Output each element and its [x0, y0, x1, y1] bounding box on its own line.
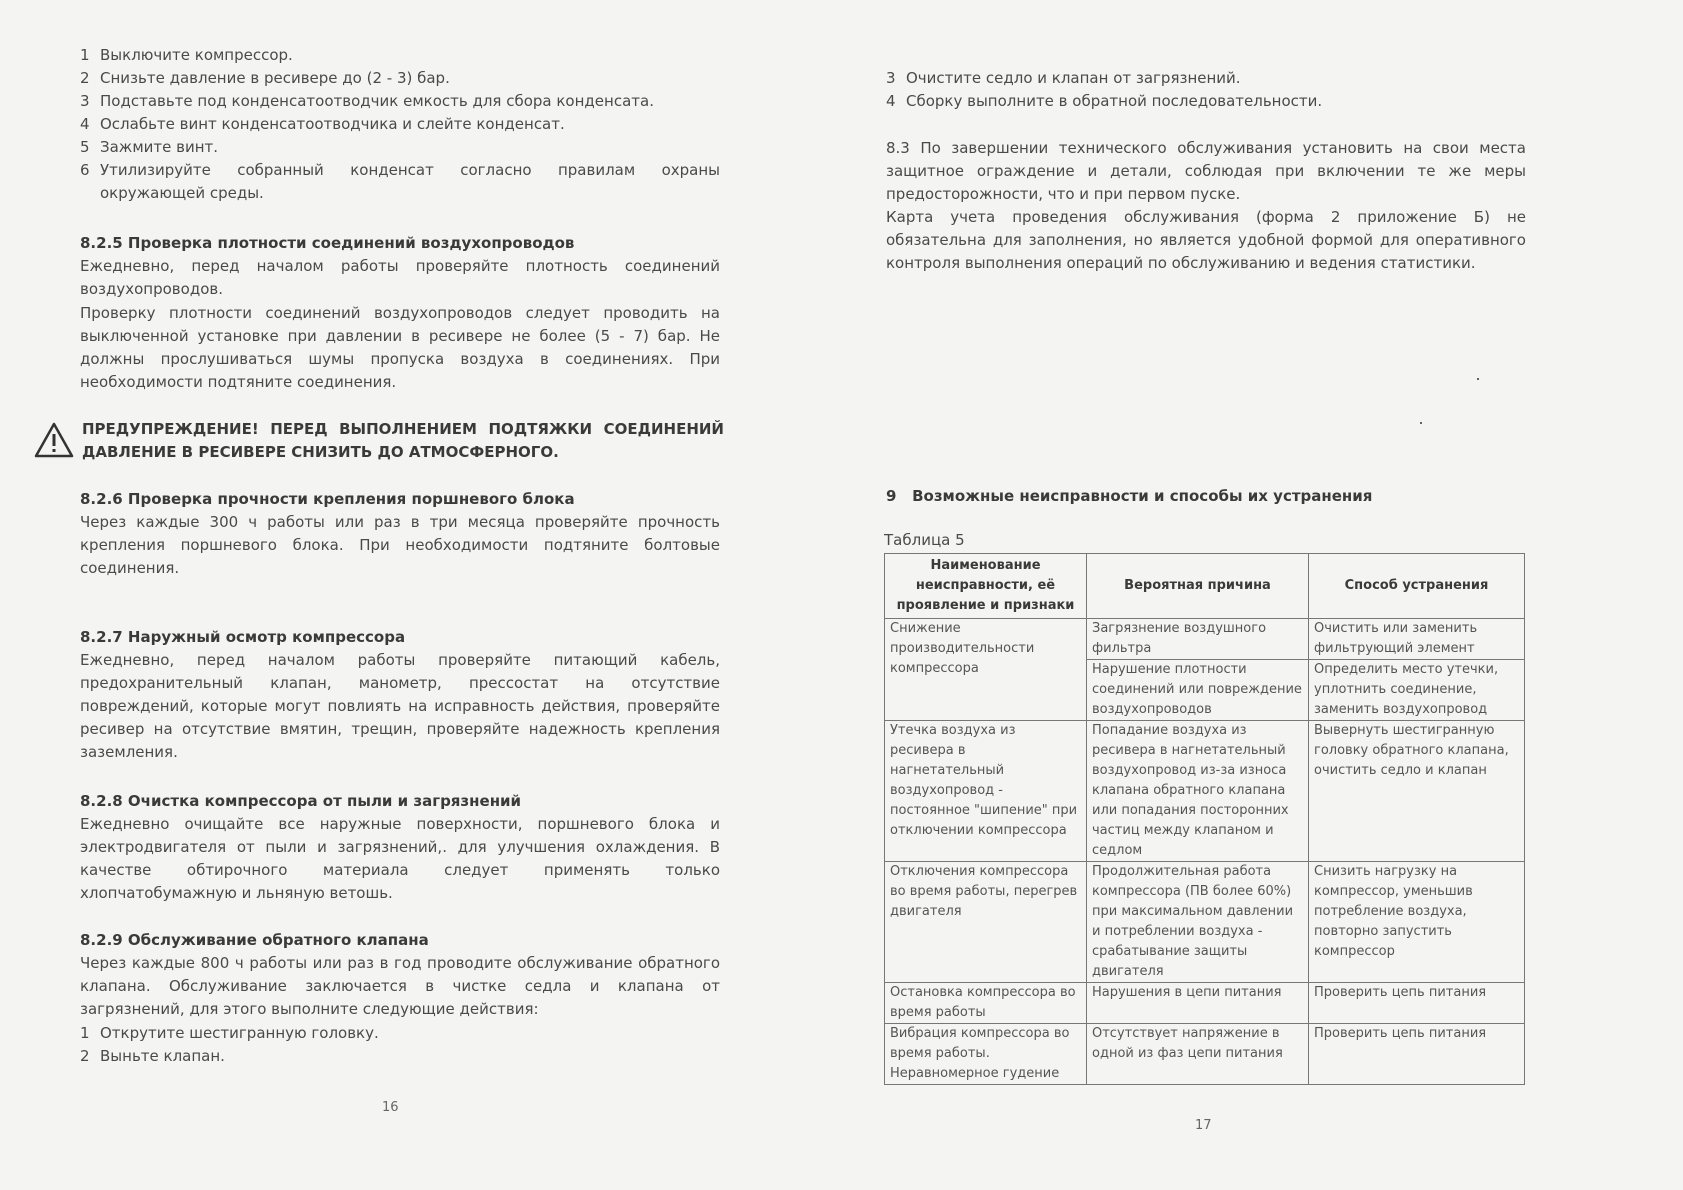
table-cell: Попадание воздуха из ресивера в нагнетательный воздухопровод из-за износа клапана обратного клапана или попадания посторонних частиц между клапаном и седлом	[1087, 721, 1309, 862]
table-cell: Снизить нагрузку на компрессор, уменьшив потребление воздуха, повторно запустить компрессор	[1309, 862, 1525, 983]
steps-list-c	[886, 67, 1526, 113]
warning-triangle-icon	[34, 422, 74, 458]
left-page	[0, 0, 740, 1190]
table-cell: Нарушения в цепи питания	[1087, 983, 1309, 1024]
table-row	[885, 619, 1525, 660]
paragraph-828-1: Ежедневно очищайте все наружные поверхности, поршневого блока и электродвигателя от пыли и загрязнений,. для улучшения охлаждения. В качестве обтирочного материала следует применять только хлопчатобумажную и льняную ветошь.	[80, 815, 720, 902]
list-item: 2 Выньте клапан.	[80, 1047, 225, 1065]
paragraph-825-1: Ежедневно, перед началом работы проверяйте плотность соединений воздухопроводов.	[80, 257, 720, 298]
list-item: 3 Подставьте под конденсатоотводчик емкость для сбора конденсата.	[80, 92, 654, 110]
table-cell: Вывернуть шестигранную головку обратного клапана, очистить седло и клапан	[1309, 721, 1525, 862]
faults-table	[884, 553, 1525, 1085]
list-item: 1 Выключите компрессор.	[80, 46, 293, 64]
warning-block	[34, 418, 724, 464]
paragraph-827-1: Ежедневно, перед началом работы проверяйте питающий кабель, предохранительный клапан, манометр, прессостат на отсутствие повреждений, которые могут повлиять на исправность действия, проверяйте ресивер на отсутствие вмятин, трещин, проверяйте надежность крепления заземления.	[80, 651, 720, 761]
table-header-cell: Наименование неисправности, её проявление и признаки	[885, 554, 1087, 619]
page-number: 17	[1195, 1118, 1212, 1133]
table-row	[885, 721, 1525, 862]
paragraph-83: 8.3 По завершении технического обслуживания установить на свои места защитное ограждение и детали, соблюдая при включении те же меры предосторожности, что и при первом пуске.	[886, 139, 1526, 203]
paragraph-826-1: Через каждые 300 ч работы или раз в три месяца проверяйте прочность крепления поршневого блока. При необходимости подтяните болтовые соединения.	[80, 513, 720, 577]
table-cell: Утечка воздуха из ресивера в нагнетательный воздухопровод - постоянное "шипение" при отключении компрессора	[885, 721, 1087, 862]
steps-list-b	[80, 1022, 720, 1068]
table-cell: Остановка компрессора во время работы	[885, 983, 1087, 1024]
table-header-cell: Вероятная причина	[1087, 554, 1309, 619]
warning-text: ПРЕДУПРЕЖДЕНИЕ! ПЕРЕД ВЫПОЛНЕНИЕМ ПОДТЯЖКИ СОЕДИНЕНИЙ ДАВЛЕНИЕ В РЕСИВЕРЕ СНИЗИТЬ ДО АТМОСФЕРНОГО.	[82, 420, 724, 461]
table-cell: Вибрация компрессора во время работы. Неравномерное гудение	[885, 1024, 1087, 1085]
list-item: 3 Очистите седло и клапан от загрязнений.	[886, 69, 1241, 87]
table-cell: Проверить цепь питания	[1309, 1024, 1525, 1085]
scan-speck	[1420, 422, 1422, 424]
section-heading-828: 8.2.8 Очистка компрессора от пыли и загрязнений	[80, 792, 522, 810]
table-cell: Проверить цепь питания	[1309, 983, 1525, 1024]
list-item: 4 Сборку выполните в обратной последовательности.	[886, 92, 1323, 110]
table-header-row	[885, 554, 1525, 619]
scan-speck	[1477, 378, 1479, 380]
table-row	[885, 1024, 1525, 1085]
list-item: 1 Открутите шестигранную головку.	[80, 1024, 379, 1042]
table-cell: Определить место утечки, уплотнить соединение, заменить воздухопровод	[1309, 660, 1525, 721]
table-header-cell: Способ устранения	[1309, 554, 1525, 619]
table-cell: Снижение производительности компрессора	[885, 619, 1087, 721]
section-heading-827: 8.2.7 Наружный осмотр компрессора	[80, 628, 406, 646]
table-cell: Нарушение плотности соединений или повреждение воздухопроводов	[1087, 660, 1309, 721]
paragraph-card: Карта учета проведения обслуживания (форма 2 приложение Б) не обязательна для заполнения, но является удобной формой для оперативного контроля выполнения операций по обслуживанию и ведения статистики.	[886, 208, 1526, 272]
paragraph-829-1: Через каждые 800 ч работы или раз в год проводите обслуживание обратного клапана. Обслуживание заключается в чистке седла и клапана от загрязнений, для этого выполните следующие действия:	[80, 954, 720, 1018]
list-item: 2 Снизьте давление в ресивере до (2 - 3) бар.	[80, 69, 450, 87]
table-caption: Таблица 5	[884, 531, 965, 549]
section-heading-829: 8.2.9 Обслуживание обратного клапана	[80, 931, 429, 949]
list-item: 6 Утилизируйте собранный конденсат согласно правилам охраны окружающей среды.	[80, 161, 720, 202]
paragraph-825-2: Проверку плотности соединений воздухопроводов следует проводить на выключенной установке при давлении в ресивере не более (5 - 7) бар. Не должны прослушиваться шумы пропуска воздуха в соединениях. При необходимости подтяните соединения.	[80, 304, 720, 391]
table-row	[885, 983, 1525, 1024]
page-number: 16	[382, 1100, 399, 1115]
list-item: 4 Ослабьте винт конденсатоотводчика и слейте конденсат.	[80, 115, 565, 133]
steps-list-a	[80, 44, 720, 205]
table-cell: Отключения компрессора во время работы, перегрев двигателя	[885, 862, 1087, 983]
list-item: 5 Зажмите винт.	[80, 138, 219, 156]
table-cell: Продолжительная работа компрессора (ПВ более 60%) при максимальном давлении и потреблении воздуха - срабатывание защиты двигателя	[1087, 862, 1309, 983]
section-heading-9: 9 Возможные неисправности и способы их устранения	[886, 487, 1373, 505]
table-cell: Очистить или заменить фильтрующий элемент	[1309, 619, 1525, 660]
table-cell: Загрязнение воздушного фильтра	[1087, 619, 1309, 660]
section-heading-826: 8.2.6 Проверка прочности крепления поршневого блока	[80, 490, 575, 508]
section-heading-825: 8.2.5 Проверка плотности соединений воздухопроводов	[80, 234, 575, 252]
table-cell: Отсутствует напряжение в одной из фаз цепи питания	[1087, 1024, 1309, 1085]
table-row	[885, 862, 1525, 983]
